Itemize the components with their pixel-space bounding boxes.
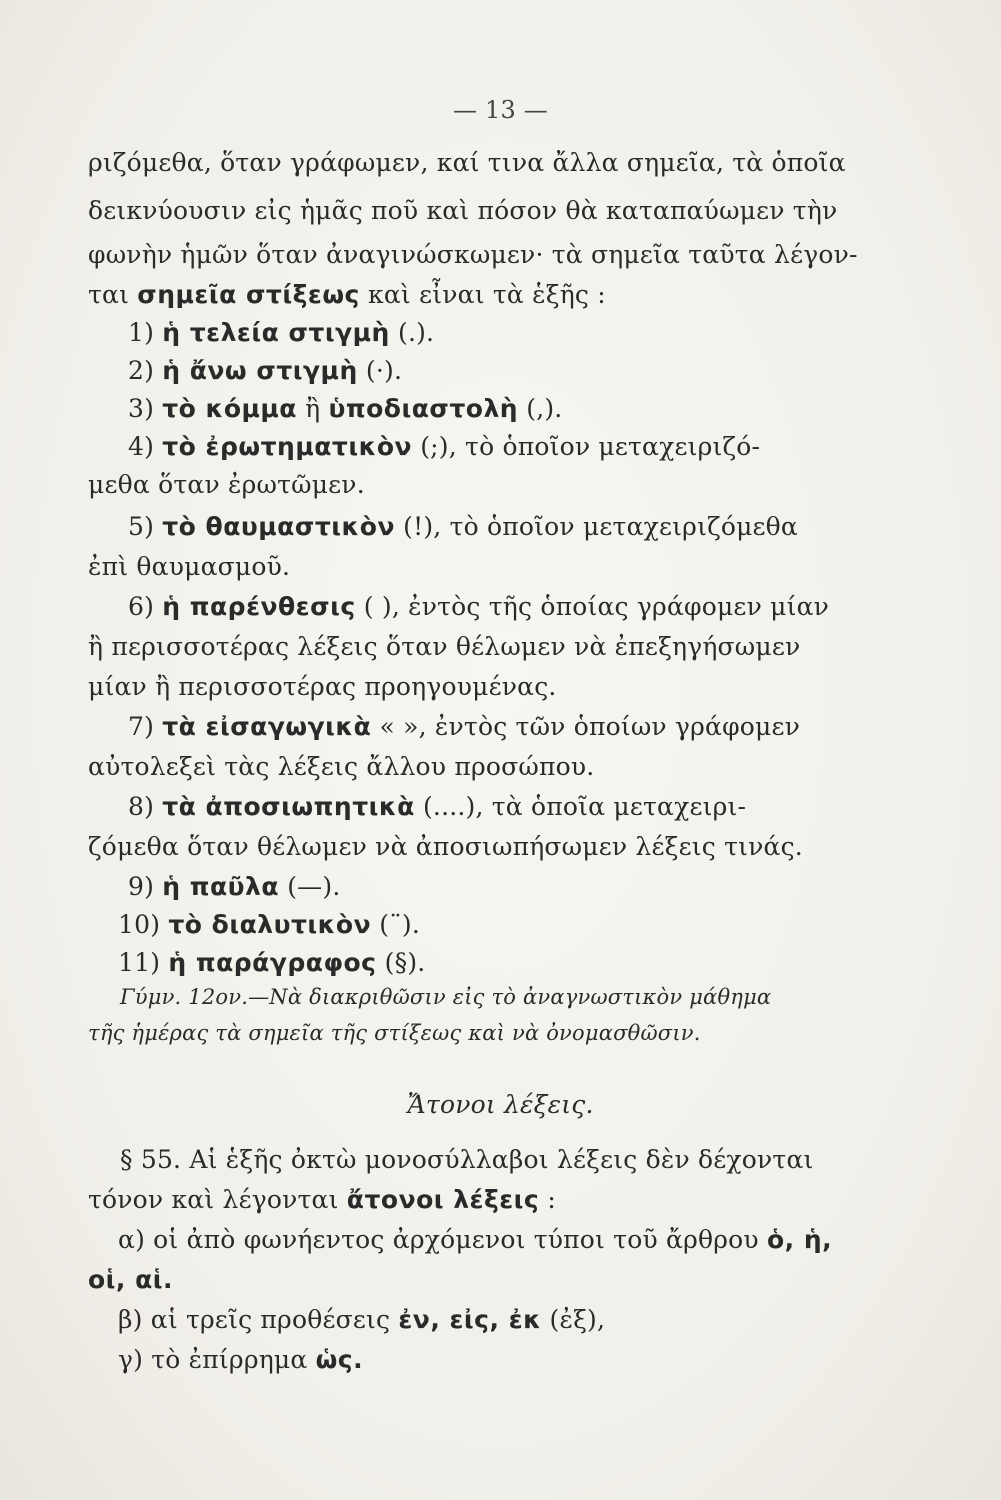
section55-gamma: γ) τὸ ἐπίρρημα ὡς. xyxy=(118,1345,364,1374)
list-item-4: 4) τὸ ἐρωτηματικὸν (;), τὸ ὁποῖον μεταχειριζό- xyxy=(128,432,761,461)
list-item-11: 11) ἡ παράγραφος (§). xyxy=(118,948,426,977)
list-item-6-cont2: μίαν ἢ περισσοτέρας προηγουμένας. xyxy=(88,672,557,701)
section-heading: Ἄτονοι λέξεις. xyxy=(407,1090,594,1119)
section55-line2: τόνον καὶ λέγονται ἄτονοι λέξεις : xyxy=(88,1185,556,1214)
list-item-5-cont: ἐπὶ θαυμασμοῦ. xyxy=(88,552,291,581)
exercise-line1: Γύμν. 12ον.—Νὰ διακριθῶσιν εἰς τὸ ἀναγνωστικὸν μάθημα xyxy=(120,985,772,1009)
list-item-5: 5) τὸ θαυμαστικὸν (!), τὸ ὁποῖον μεταχειριζόμεθα xyxy=(128,512,799,541)
exercise-line2: τῆς ἡμέρας τὰ σημεῖα τῆς στίξεως καὶ νὰ ὀνομασθῶσιν. xyxy=(88,1021,701,1045)
list-item-7-cont: αὐτολεξεὶ τὰς λέξεις ἄλλου προσώπου. xyxy=(88,752,595,781)
section55-alpha: α) οἱ ἀπὸ φωνήεντος ἀρχόμενοι τύποι τοῦ ἄρθρου ὁ, ἡ, xyxy=(118,1225,833,1254)
para1-line1: ριζόμεθα, ὅταν γράφωμεν, καί τινα ἄλλα σημεῖα, τὰ ὁποῖα xyxy=(88,148,846,177)
list-item-7: 7) τὰ εἰσαγωγικὰ « », ἐντὸς τῶν ὁποίων γράφομεν xyxy=(128,712,801,741)
list-item-6: 6) ἡ παρένθεσις ( ), ἐντὸς τῆς ὁποίας γράφομεν μίαν xyxy=(128,592,830,621)
section55-beta: β) αἱ τρεῖς προθέσεις ἐν, εἰς, ἐκ (ἐξ), xyxy=(118,1305,606,1334)
list-item-6-cont: ἢ περισσοτέρας λέξεις ὅταν θέλωμεν νὰ ἐπεξηγήσωμεν xyxy=(88,632,801,661)
para1-line3: φωνὴν ἡμῶν ὅταν ἀναγινώσκωμεν· τὰ σημεῖα ταῦτα λέγον- xyxy=(88,240,858,269)
para1-line2: δεικνύουσιν εἰς ἡμᾶς ποῦ καὶ πόσον θὰ καταπαύωμεν τὴν xyxy=(88,196,838,225)
list-item-1: 1) ἡ τελεία στιγμὴ (.). xyxy=(128,318,435,347)
list-item-9: 9) ἡ παῦλα (—). xyxy=(128,872,341,901)
list-item-2: 2) ἡ ἄνω στιγμὴ (·). xyxy=(128,356,403,385)
list-item-8-cont: ζόμεθα ὅταν θέλωμεν νὰ ἀποσιωπήσωμεν λέξεις τινάς. xyxy=(88,832,803,861)
list-item-4-cont: μεθα ὅταν ἐρωτῶμεν. xyxy=(88,470,365,499)
list-item-8: 8) τὰ ἀποσιωπητικὰ (....), τὰ ὁποῖα μεταχειρι- xyxy=(128,792,747,821)
section55-line1: § 55. Αἱ ἑξῆς ὀκτὼ μονοσύλλαβοι λέξεις δὲν δέχονται xyxy=(120,1145,814,1174)
para1-line4: ται σημεῖα στίξεως καὶ εἶναι τὰ ἑξῆς : xyxy=(88,280,606,309)
list-item-3: 3) τὸ κόμμα ἢ ὑποδιαστολὴ (,). xyxy=(128,394,563,423)
list-item-10: 10) τὸ διαλυτικὸν (¨). xyxy=(118,910,421,939)
section55-alpha-cont: οἱ, αἱ. xyxy=(88,1265,174,1294)
page-number: — 13 — xyxy=(453,96,548,124)
